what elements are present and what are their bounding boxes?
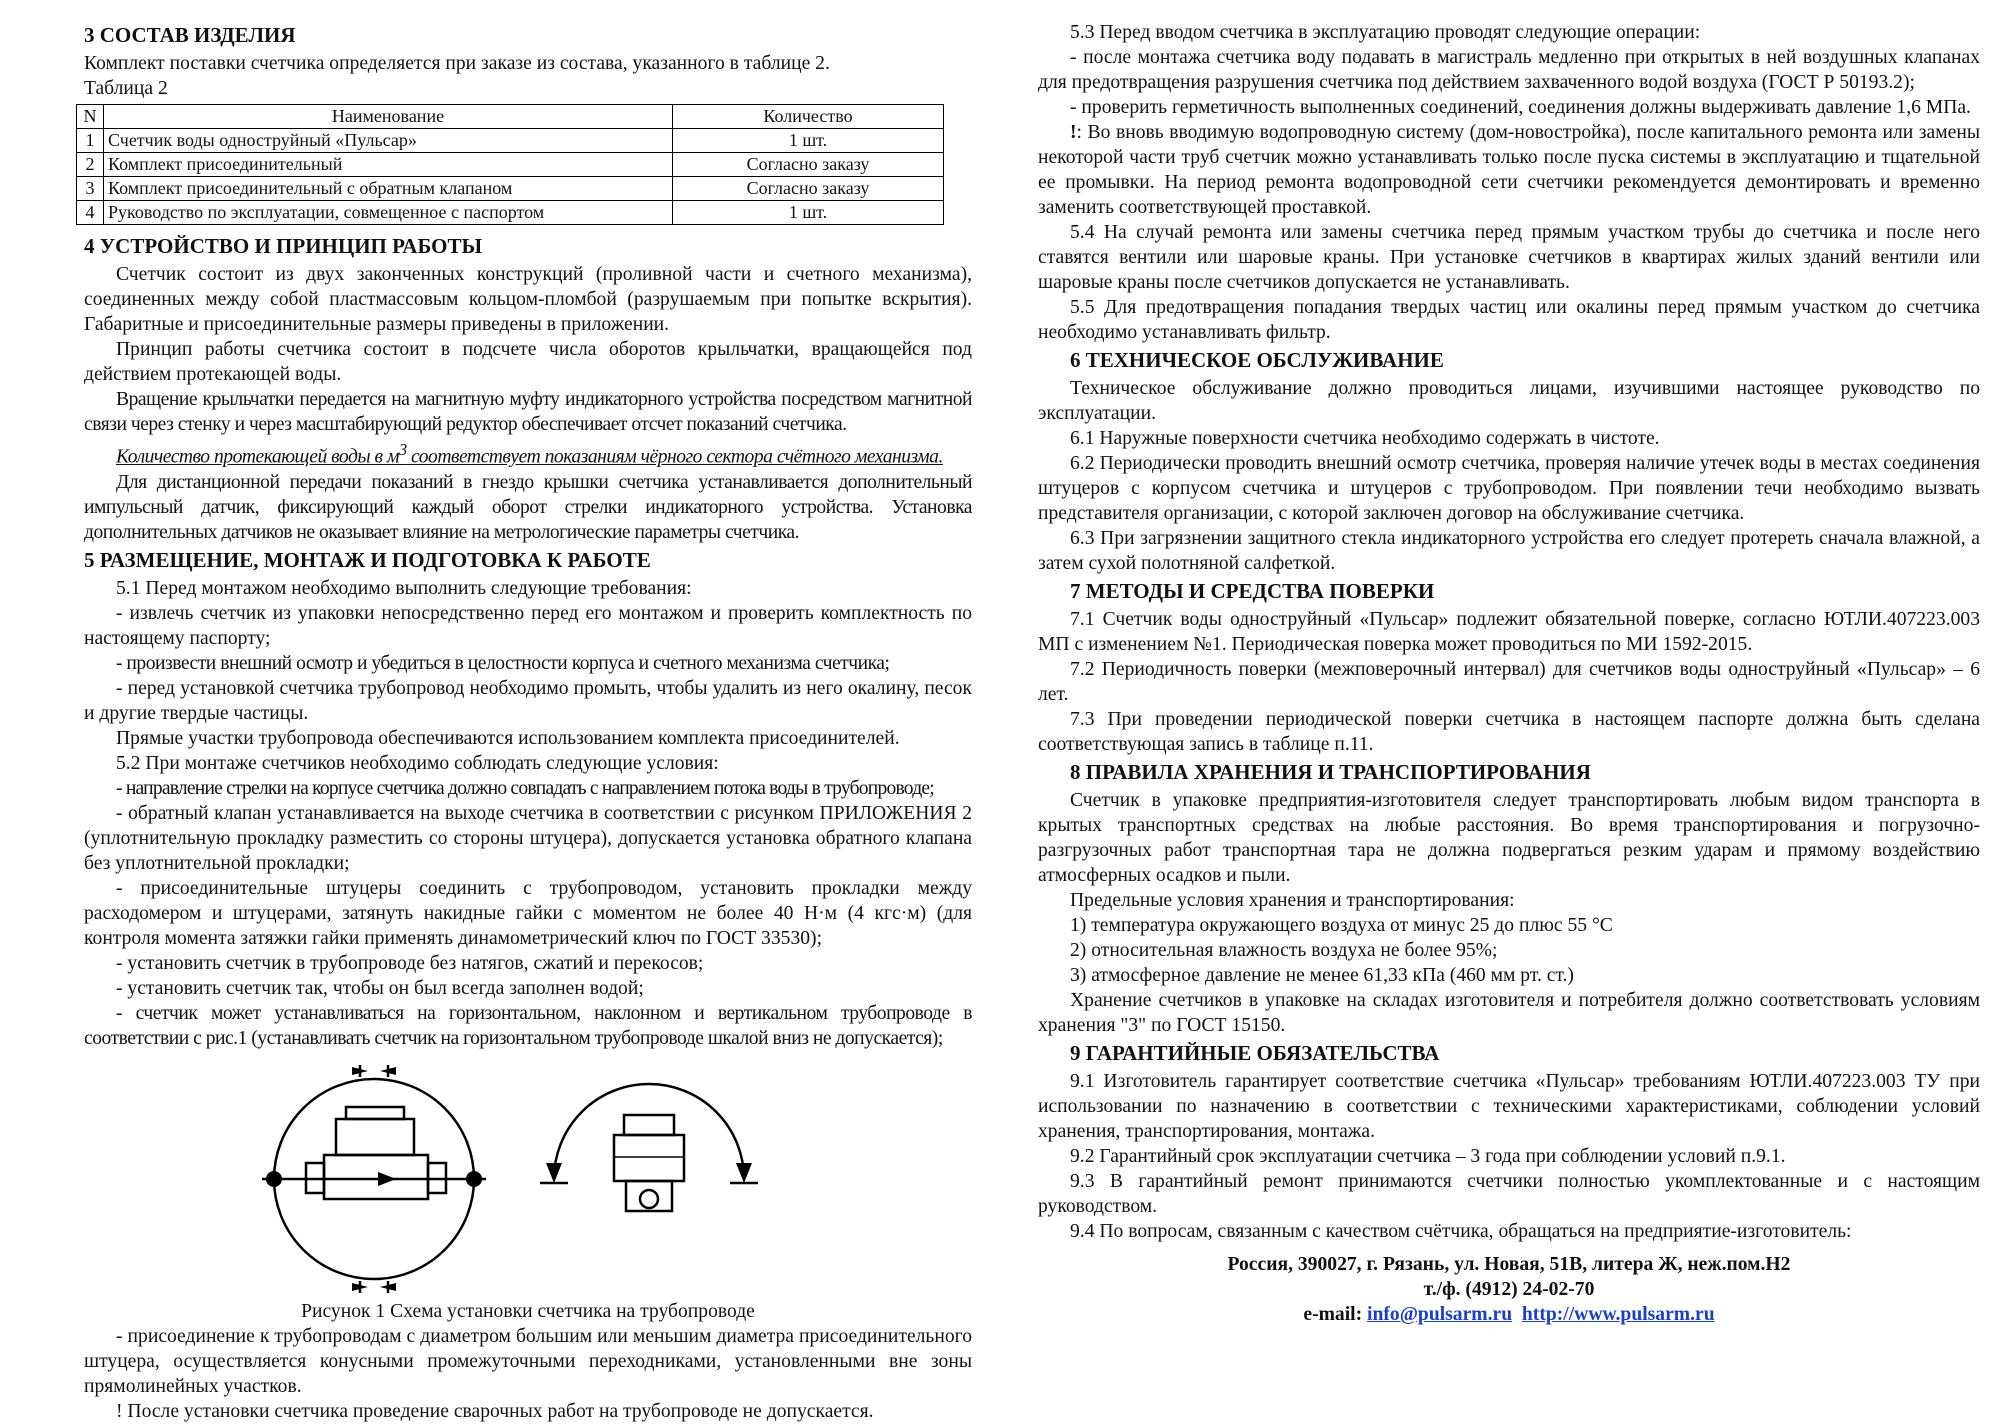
italic-note-part-a: Количество протекающей воды в м	[116, 446, 399, 468]
arrow-down-icon	[736, 1163, 752, 1183]
email-label: e-mail:	[1303, 1304, 1368, 1325]
section-4-paragraph: Принцип работы счетчика состоит в подсчете числа оборотов крыльчатки, вращающейся под действием протекающей воды.	[84, 339, 972, 385]
section-5-item: - извлечь счетчик из упаковки непосредственно перед его монтажом и проверить комплектность по настоящему паспорту;	[84, 602, 972, 649]
section-4-heading: 4 УСТРОЙСТВО И ПРИНЦИП РАБОТЫ	[84, 234, 483, 258]
table-row	[77, 153, 944, 177]
section-5-item: - перед установкой счетчика трубопровод необходимо промыть, чтобы удалить из него окалину, песок и другие твердые частицы.	[84, 677, 972, 724]
section-5-item: 5.1 Перед монтажом необходимо выполнить следующие требования:	[116, 577, 692, 599]
section-5-item: - направление стрелки на корпусе счетчика должно совпадать с направлением потока воды в трубопроводе;	[116, 777, 934, 799]
section-5-3-item: - после монтажа счетчика воду подавать в магистраль медленно при открытых в ней воздушных клапанах для предотвращения разрушения счетчика под действием захваченного водой воздуха (ГОСТ Р 50193.2);	[1038, 47, 1980, 93]
table-cell-n: 3	[77, 177, 104, 201]
table-cell-qty: 1 шт.	[673, 201, 944, 225]
section-5-heading: 5 РАЗМЕЩЕНИЕ, МОНТАЖ И ПОДГОТОВКА К РАБОТЕ	[84, 547, 651, 572]
section-8-list-item: 3) атмосферное давление не менее 61,33 кПа (460 мм рт. ст.)	[1070, 965, 1574, 986]
table-row	[77, 129, 944, 153]
section-9-item: 9.1 Изготовитель гарантирует соответствие счетчика «Пульсар» требованиям ЮТЛИ.407223.003 ТУ при использовании по назначению в соответствии с техническими характеристиками, соблюдении условий хранения, транспортирования, монтажа.	[1038, 1071, 1980, 1142]
note-mark: !	[1070, 122, 1077, 143]
flow-arrow-icon	[378, 1172, 396, 1186]
table-cell-name: Комплект присоединительный с обратным клапаном	[104, 177, 673, 201]
table-caption: Таблица 2	[84, 78, 168, 99]
right-column	[1038, 20, 1980, 1327]
table-row	[77, 201, 944, 225]
section-5-item: - установить счетчик в трубопроводе без натягов, сжатий и перекосов;	[116, 952, 704, 974]
meter-register	[336, 1119, 414, 1155]
section-8-list-item: 1) температура окружающего воздуха от минус 25 до плюс 55 °С	[1070, 915, 1613, 936]
section-8-list-item: 2) относительная влажность воздуха не более 95%;	[1070, 940, 1498, 961]
pivot-dot	[266, 1171, 282, 1187]
section-8-paragraph: Хранение счетчиков в упаковке на складах изготовителя и потребителя должно соответствовать условиям хранения "3" по ГОСТ 15150.	[1038, 990, 1980, 1036]
section-7-heading: 7 МЕТОДЫ И СРЕДСТВА ПОВЕРКИ	[1070, 579, 1435, 603]
left-column	[84, 20, 972, 1424]
table-cell-qty: Согласно заказу	[673, 177, 944, 201]
section-5-item: - присоединение к трубопроводам с диаметром большим или меньшим диаметра присоединительного штуцера, осуществляется конусными промежуточными переходниками, установленными вне зоны прямолинейных участков.	[84, 1325, 972, 1397]
table-cell-name: Счетчик воды одноструйный «Пульсар»	[104, 129, 673, 153]
section-5-item: - обратный клапан устанавливается на выходе счетчика в соответствии с рисунком ПРИЛОЖЕНИЯ 2 (уплотнительную прокладку разместить со стороны штуцера), допускается установка обратного клапана без уплотнительной прокладки;	[84, 802, 972, 874]
pivot-dot	[466, 1171, 482, 1187]
section-3-intro: Комплект поставки счетчика определяется при заказе из состава, указанного в таблице 2.	[84, 53, 830, 74]
composition-table	[76, 104, 944, 225]
pipe-section	[640, 1190, 658, 1208]
email-link[interactable]: info@pulsarm.ru	[1367, 1304, 1513, 1325]
table-header-n: N	[77, 105, 104, 129]
section-8-paragraph: Предельные условия хранения и транспортирования:	[1070, 890, 1515, 911]
email-line	[1038, 1302, 1980, 1327]
section-6-paragraph: Техническое обслуживание должно проводиться лицами, изучившими настоящее руководство по эксплуатации.	[1038, 378, 1980, 424]
section-4-paragraph: Для дистанционной передачи показаний в гнездо крышки счетчика устанавливается дополнительный импульсный датчик, фиксирующий каждый оборот стрелки индикаторного устройства. Установка дополнительных датчиков не оказывает влияние на метрологические параметры счетчика.	[84, 471, 972, 543]
address: Россия, 390027, г. Рязань, ул. Новая, 51В, литера Ж, неж.пом.Н2	[1227, 1254, 1791, 1275]
section-7-item: 7.1 Счетчик воды одноструйный «Пульсар» подлежит обязательной поверке, согласно ЮТЛИ.407223.003 МП с изменением №1. Периодическая поверка может проводиться по МИ 1592-2015.	[1038, 609, 1980, 655]
section-6-heading: 6 ТЕХНИЧЕСКОЕ ОБСЛУЖИВАНИЕ	[1070, 348, 1444, 372]
section-6-item: 6.3 При загрязнении защитного стекла индикаторного устройства его следует протереть сначала влажной, а затем сухой полотняной салфеткой.	[1038, 528, 1980, 574]
table-header-name: Наименование	[104, 105, 673, 129]
note-text: : Во вновь вводимую водопроводную систему (дом-новостройка), после капитального ремонта или замены некоторой части труб счетчик можно устанавливать только после пуска системы в эксплуатацию и тщательной ее промывки. На период ремонта водопроводной сети счетчики рекомендуется демонтировать и временно заменить соответствующей проставкой.	[1038, 122, 1980, 218]
section-9-item: 9.3 В гарантийный ремонт принимаются счетчики полностью укомплектованные и с настоящим руководством.	[1038, 1171, 1980, 1217]
meter-cap	[346, 1107, 404, 1119]
section-4-paragraph: Вращение крыльчатки передается на магнитную муфту индикаторного устройства посредством магнитной связи через стенку и через масштабирующий редуктор обеспечивает отсчет показаний счетчика.	[84, 389, 972, 435]
table-cell-name: Руководство по эксплуатации, совмещенное с паспортом	[104, 201, 673, 225]
section-4-paragraph: Счетчик состоит из двух законченных конструкций (проливной части и счетного механизма), соединенных между собой пластмассовым кольцом-пломбой (разрушаемым при попытке вскрытия). Габаритные и присоединительные размеры приведены в приложении.	[84, 264, 972, 335]
section-6-item: 6.2 Периодически проводить внешний осмотр счетчика, проверяя наличие утечек воды в местах соединения штуцеров с корпусом счетчика и штуцеров с трубопроводом. При появлении течи необходимо вызвать представителя организации, с которой заключен договор на обслуживание счетчика.	[1038, 453, 1980, 524]
installation-diagram	[84, 1059, 972, 1299]
installation-figure	[84, 1059, 972, 1299]
meter-cap-side	[624, 1115, 674, 1135]
section-5-4: 5.4 На случай ремонта или замены счетчика перед прямым участком трубы до счетчика и после него ставятся вентили или шаровые краны. При установке счетчиков в квартирах жилых зданий вентили или шаровые краны после счетчиков допускается не устанавливать.	[1038, 222, 1980, 293]
figure-caption: Рисунок 1 Схема установки счетчика на трубопроводе	[301, 1300, 755, 1322]
table-cell-n: 4	[77, 201, 104, 225]
section-5-warning: ! После установки счетчика проведение сварочных работ на трубопроводе не допускается.	[116, 1400, 874, 1422]
section-5-3: 5.3 Перед вводом счетчика в эксплуатацию проводят следующие операции:	[1070, 22, 1701, 43]
section-5-5: 5.5 Для предотвращения попадания твердых частиц или окалины перед прямым участком до счетчика необходимо устанавливать фильтр.	[1038, 297, 1980, 343]
website-link[interactable]: http://www.pulsarm.ru	[1521, 1304, 1715, 1325]
section-8-paragraph: Счетчик в упаковке предприятия-изготовителя следует транспортировать любым видом транспорта в крытых транспортных средствах на любые расстояния. Во время транспортирования и погрузочно-разгрузочных работ транспортная тара не должна подвергаться резким ударам и прямому воздействию атмосферных осадков и пыли.	[1038, 790, 1980, 886]
section-9-item: 9.2 Гарантийный срок эксплуатации счетчика – 3 года при соблюдении условий п.9.1.	[1070, 1146, 1786, 1167]
section-7-item: 7.2 Периодичность поверки (межповерочный интервал) для счетчиков воды одноструйный «Пульсар» – 6 лет.	[1038, 659, 1980, 705]
phone: т./ф. (4912) 24-02-70	[1423, 1279, 1595, 1300]
arrow-down-icon	[546, 1163, 562, 1183]
section-9-item: 9.4 По вопросам, связанным с качеством счётчика, обращаться на предприятие-изготовитель:	[1070, 1221, 1852, 1242]
table-cell-qty: Согласно заказу	[673, 153, 944, 177]
section-9-heading: 9 ГАРАНТИЙНЫЕ ОБЯЗАТЕЛЬСТВА	[1070, 1041, 1440, 1065]
table-cell-name: Комплект присоединительный	[104, 153, 673, 177]
section-5-item: Прямые участки трубопровода обеспечиваются использованием комплекта присоединителей.	[116, 727, 900, 749]
table-cell-n: 1	[77, 129, 104, 153]
section-5-item: 5.2 При монтаже счетчиков необходимо соблюдать следующие условия:	[116, 752, 719, 774]
section-8-heading: 8 ПРАВИЛА ХРАНЕНИЯ И ТРАНСПОРТИРОВАНИЯ	[1070, 760, 1591, 784]
table-row	[77, 177, 944, 201]
rotation-arc	[554, 1084, 744, 1179]
italic-note-superscript: 3	[398, 440, 407, 459]
contact-block	[1038, 1252, 1980, 1327]
section-3-heading: 3 СОСТАВ ИЗДЕЛИЯ	[84, 23, 296, 47]
section-4-italic-note	[84, 437, 972, 470]
section-5-item: - установить счетчик так, чтобы он был всегда заполнен водой;	[116, 977, 644, 999]
table-cell-n: 2	[77, 153, 104, 177]
section-5-item: - счетчик может устанавливаться на горизонтальном, наклонном и вертикальном трубопроводе в соответствии с рис.1 (устанавливать счетчик на горизонтальном трубопроводе шкалой вниз не допускается);	[84, 1002, 972, 1049]
table-header-row	[77, 105, 944, 129]
section-6-item: 6.1 Наружные поверхности счетчика необходимо содержать в чистоте.	[1070, 428, 1660, 449]
section-5-item: - произвести внешний осмотр и убедиться в целостности корпуса и счетного механизма счетчика;	[116, 652, 890, 674]
section-7-item: 7.3 При проведении периодической поверки счетчика в настоящем паспорте должна быть сделана соответствующая запись в таблице п.11.	[1038, 709, 1980, 755]
meter-base-side	[626, 1181, 672, 1211]
section-5-3-note	[1038, 120, 1980, 220]
meter-body-side	[614, 1135, 684, 1181]
table-cell-qty: 1 шт.	[673, 129, 944, 153]
table-header-qty: Количество	[673, 105, 944, 129]
meter-body	[324, 1155, 428, 1199]
section-5-3-item: - проверить герметичность выполненных соединений, соединения должны выдерживать давление 1,6 МПа.	[1070, 97, 1971, 118]
italic-note-part-b: соответствует показаниям чёрного сектора счётного механизма.	[406, 446, 943, 468]
section-5-item: - присоединительные штуцеры соединить с трубопроводом, установить прокладки между расходомером и штуцерами, затянуть накидные гайки с моментом не более 40 Н·м (4 кгс·м) (для контроля момента затяжки гайки применять динамометрический ключ по ГОСТ 33530);	[84, 877, 972, 949]
